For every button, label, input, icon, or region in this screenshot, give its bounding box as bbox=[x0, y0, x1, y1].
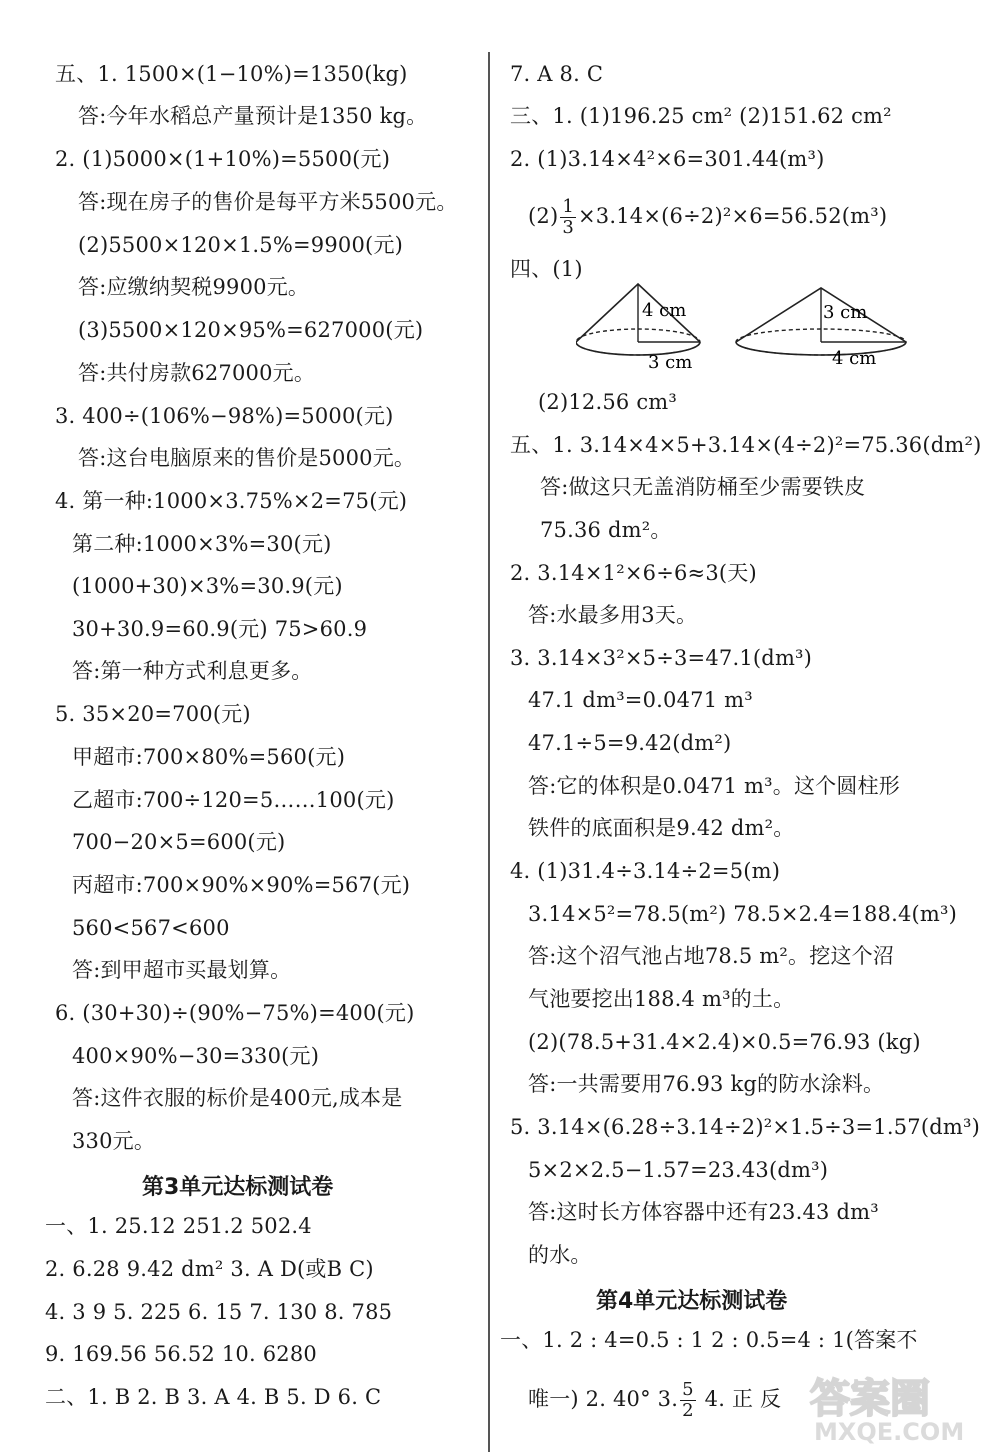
section-heading-unit-3: 第3单元达标测试卷 bbox=[142, 1175, 334, 1200]
answer-line: 丙超市:700×90%×90%=567(元) bbox=[72, 873, 411, 897]
answer-line: 气池要挖出188.4 m³的土。 bbox=[528, 987, 795, 1011]
fraction-denominator: 2 bbox=[682, 1400, 694, 1421]
answer-line: 560<567<600 bbox=[72, 916, 230, 940]
answer-line: 答:一共需要用76.93 kg的防水涂料。 bbox=[528, 1072, 885, 1096]
answer-line: 9. 169.56 56.52 10. 6280 bbox=[45, 1342, 317, 1366]
cone-2-radius-label: 4 cm bbox=[832, 348, 877, 369]
watermark-text: 答案圈 bbox=[810, 1376, 930, 1422]
answer-line: 700−20×5=600(元) bbox=[72, 830, 286, 854]
cone-1-radius-label: 3 cm bbox=[648, 352, 693, 373]
answer-line: 五、1. 1500×(1−10%)=1350(kg) bbox=[55, 62, 408, 86]
formula-text: ×3.14×(6÷2)²×6=56.52(m³) bbox=[578, 204, 888, 228]
answer-line: 30+30.9=60.9(元) 75>60.9 bbox=[72, 617, 368, 641]
answer-line: 4. 3 9 5. 225 6. 15 7. 130 8. 785 bbox=[45, 1300, 393, 1324]
answer-line: 75.36 dm²。 bbox=[540, 518, 672, 542]
answer-line: 2. (1)5000×(1+10%)=5500(元) bbox=[55, 147, 391, 171]
answer-line: 5×2×2.5−1.57=23.43(dm³) bbox=[528, 1158, 829, 1182]
answer-line: (2)12.56 cm³ bbox=[538, 390, 678, 414]
answer-line: 答:到甲超市买最划算。 bbox=[72, 958, 292, 982]
answer-line: 乙超市:700÷120=5……100(元) bbox=[72, 788, 395, 812]
answer-line: (1000+30)×3%=30.9(元) bbox=[72, 574, 343, 598]
answer-line: 答:水最多用3天。 bbox=[528, 603, 698, 627]
answer-line-fraction bbox=[528, 196, 887, 237]
answer-line: 四、(1) bbox=[510, 257, 583, 281]
answer-line: 二、1. B 2. B 3. A 4. B 5. D 6. C bbox=[45, 1385, 382, 1409]
answer-line: 2. 6.28 9.42 dm² 3. A D(或B C) bbox=[45, 1257, 374, 1281]
item-prefix: (2) bbox=[528, 204, 559, 228]
answer-line: 五、1. 3.14×4×5+3.14×(4÷2)²=75.36(dm²) bbox=[510, 433, 982, 457]
answer-line: 3. 400÷(106%−98%)=5000(元) bbox=[55, 404, 394, 428]
cone-2-height-label: 3 cm bbox=[823, 302, 868, 323]
answer-line: 7. A 8. C bbox=[510, 62, 604, 86]
section-heading-unit-4: 第4单元达标测试卷 bbox=[596, 1289, 788, 1314]
answer-line: 4. (1)31.4÷3.14÷2=5(m) bbox=[510, 859, 781, 883]
answer-line: 4. 第一种:1000×3.75%×2=75(元) bbox=[55, 489, 408, 513]
answer-line: 330元。 bbox=[72, 1129, 156, 1153]
fraction-denominator: 3 bbox=[562, 217, 575, 238]
answer-line: 答:这时长方体容器中还有23.43 dm³ bbox=[528, 1200, 879, 1224]
answer-line: 一、1. 25.12 251.2 502.4 bbox=[45, 1214, 312, 1238]
answer-line: 答:应缴纳契税9900元。 bbox=[78, 275, 310, 299]
answer-line: 铁件的底面积是9.42 dm²。 bbox=[528, 816, 795, 840]
fraction-numerator: 1 bbox=[562, 196, 575, 217]
cone-2 bbox=[736, 288, 906, 369]
cone-2-base-front bbox=[736, 342, 906, 355]
answer-line: 第二种:1000×3%=30(元) bbox=[72, 532, 332, 556]
answer-line: 答:这台电脑原来的售价是5000元。 bbox=[78, 446, 416, 470]
answer-line: 答:共付房款627000元。 bbox=[78, 361, 316, 385]
column-divider bbox=[488, 52, 490, 1452]
answer-line: 甲超市:700×80%=560(元) bbox=[72, 745, 346, 769]
answer-line: 47.1÷5=9.42(dm²) bbox=[528, 731, 732, 755]
answer-text: 唯一) 2. 40° 3. bbox=[528, 1387, 679, 1411]
answer-line: 400×90%−30=330(元) bbox=[72, 1044, 320, 1068]
answer-line: 答:做这只无盖消防桶至少需要铁皮 bbox=[540, 475, 866, 499]
answer-line: 6. (30+30)÷(90%−75%)=400(元) bbox=[55, 1001, 415, 1025]
answer-line: 2. 3.14×1²×6÷6≈3(天) bbox=[510, 561, 757, 585]
answer-text: 4. 正 反 bbox=[704, 1387, 782, 1411]
answer-line: 5. 3.14×(6.28÷3.14÷2)²×1.5÷3=1.57(dm³) bbox=[510, 1115, 980, 1139]
answer-line: 答:这个沼气池占地78.5 m²。挖这个沼 bbox=[528, 944, 895, 968]
answer-line: 答:今年水稻总产量预计是1350 kg。 bbox=[78, 104, 428, 128]
answer-line: (2)(78.5+31.4×2.4)×0.5=76.93 (kg) bbox=[528, 1030, 921, 1054]
watermark-url: MXQE.COM bbox=[814, 1418, 965, 1445]
watermark-logo bbox=[800, 1370, 990, 1445]
answer-line: 答:第一种方式利息更多。 bbox=[72, 659, 313, 683]
fraction-numerator: 5 bbox=[682, 1379, 694, 1400]
fraction-five-halves bbox=[680, 1381, 696, 1420]
answer-line: (3)5500×120×95%=627000(元) bbox=[78, 318, 424, 342]
answer-line: 三、1. (1)196.25 cm² (2)151.62 cm² bbox=[510, 104, 892, 128]
answer-line-fraction bbox=[528, 1375, 781, 1423]
answer-line: 答:这件衣服的标价是400元,成本是 bbox=[72, 1086, 403, 1110]
answer-line: 一、1. 2 : 4=0.5 : 1 2 : 0.5=4 : 1(答案不 bbox=[500, 1328, 918, 1352]
answer-line: 3.14×5²=78.5(m²) 78.5×2.4=188.4(m³) bbox=[528, 902, 958, 926]
cone-diagrams bbox=[576, 282, 956, 382]
answer-line: 3. 3.14×3²×5÷3=47.1(dm³) bbox=[510, 646, 813, 670]
cone-1 bbox=[576, 284, 700, 373]
answer-line: 的水。 bbox=[528, 1243, 592, 1267]
answer-line: 2. (1)3.14×4²×6=301.44(m³) bbox=[510, 147, 825, 171]
answer-line: 5. 35×20=700(元) bbox=[55, 702, 251, 726]
answer-line: 47.1 dm³=0.0471 m³ bbox=[528, 688, 753, 712]
answer-line: (2)5500×120×1.5%=9900(元) bbox=[78, 233, 404, 257]
fraction-one-third bbox=[560, 198, 576, 237]
answer-line: 答:现在房子的售价是每平方米5500元。 bbox=[78, 190, 458, 214]
answer-line: 答:它的体积是0.0471 m³。这个圆柱形 bbox=[528, 774, 900, 798]
cone-1-height-label: 4 cm bbox=[642, 300, 687, 321]
